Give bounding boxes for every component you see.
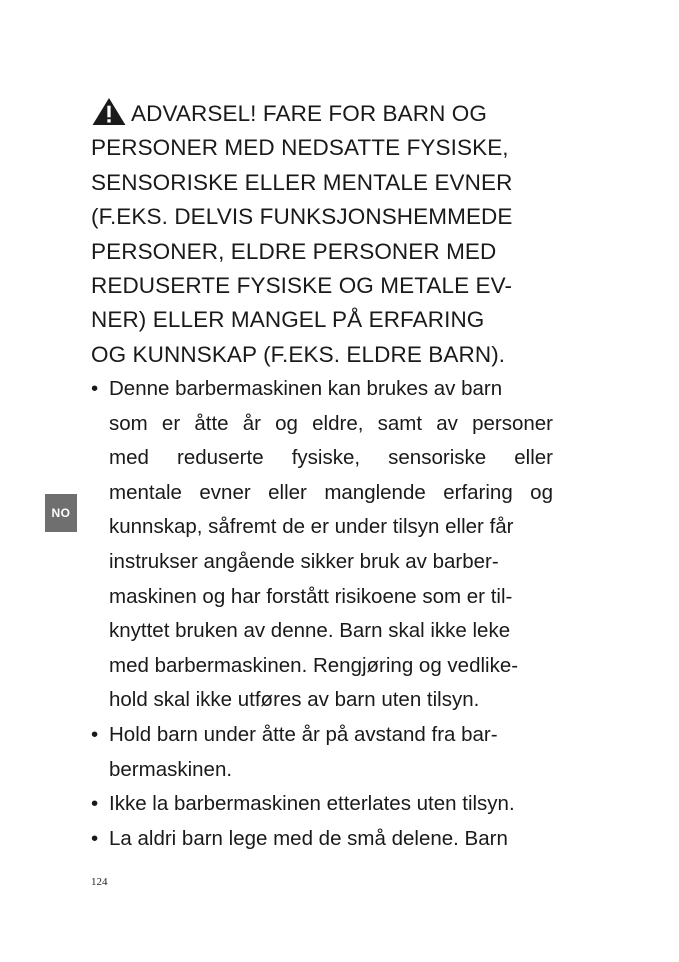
bullet-line: Hold barn under åtte år på avstand fra bar- [109, 722, 498, 746]
bullet-item [91, 822, 553, 857]
warning-line: (F.EKS. DELVIS FUNKSJONSHEMMEDE [91, 204, 513, 230]
bullet-marker: • [91, 377, 99, 400]
bullet-line: mentale evner eller manglende erfaring og [109, 480, 553, 504]
bullet-line: instrukser angående sikker bruk av barber- [109, 549, 499, 573]
bullet-marker: • [91, 722, 99, 746]
warning-line: PERSONER MED NEDSATTE FYSISKE, [91, 135, 509, 161]
bullet-marker: • [91, 792, 99, 816]
bullet-line: La aldri barn lege med de små delene. Barn [109, 826, 508, 850]
bullet-line: maskinen og har forstått risikoene som er til- [109, 584, 513, 608]
warning-line: PERSONER, ELDRE PERSONER MED [91, 238, 497, 264]
bullet-item [91, 718, 553, 787]
bullet-item [91, 372, 553, 718]
bullet-item [91, 787, 553, 822]
bullet-line: Ikke la barbermaskinen etterlates uten tilsyn. [109, 792, 515, 816]
bullet-marker: • [91, 826, 99, 850]
warning-line: NER) ELLER MANGEL PÅ ERFARING [91, 307, 485, 333]
bullet-line: Denne barbermaskinen kan brukes av barn [109, 377, 503, 400]
bullet-line: med reduserte fysiske, sensoriske eller [109, 446, 553, 470]
bullet-line: som er åtte år og eldre, samt av personer [109, 411, 553, 435]
language-tab: NO [45, 494, 77, 532]
warning-line: SENSORISKE ELLER MENTALE EVNER [91, 169, 513, 195]
bullet-line: knyttet bruken av denne. Barn skal ikke leke [109, 619, 511, 643]
bullet-line: bermaskinen. [109, 757, 233, 781]
warning-line: REDUSERTE FYSISKE OG METALE EV- [91, 273, 513, 299]
bullet-line: hold skal ikke utføres av barn uten tilsyn. [109, 688, 480, 712]
warning-line: OG KUNNSKAP (F.EKS. ELDRE BARN). [91, 341, 506, 367]
bullet-line: med barbermaskinen. Rengjøring og vedlike- [109, 653, 519, 677]
page-number: 124 [91, 876, 108, 888]
bullet-line: kunnskap, såfremt de er under tilsyn eller får [109, 515, 514, 539]
warning-line: ADVARSEL! FARE FOR BARN OG [91, 97, 531, 131]
warning-triangle-icon [91, 97, 127, 126]
warning-heading [91, 97, 531, 372]
safety-bullet-list [91, 372, 553, 856]
